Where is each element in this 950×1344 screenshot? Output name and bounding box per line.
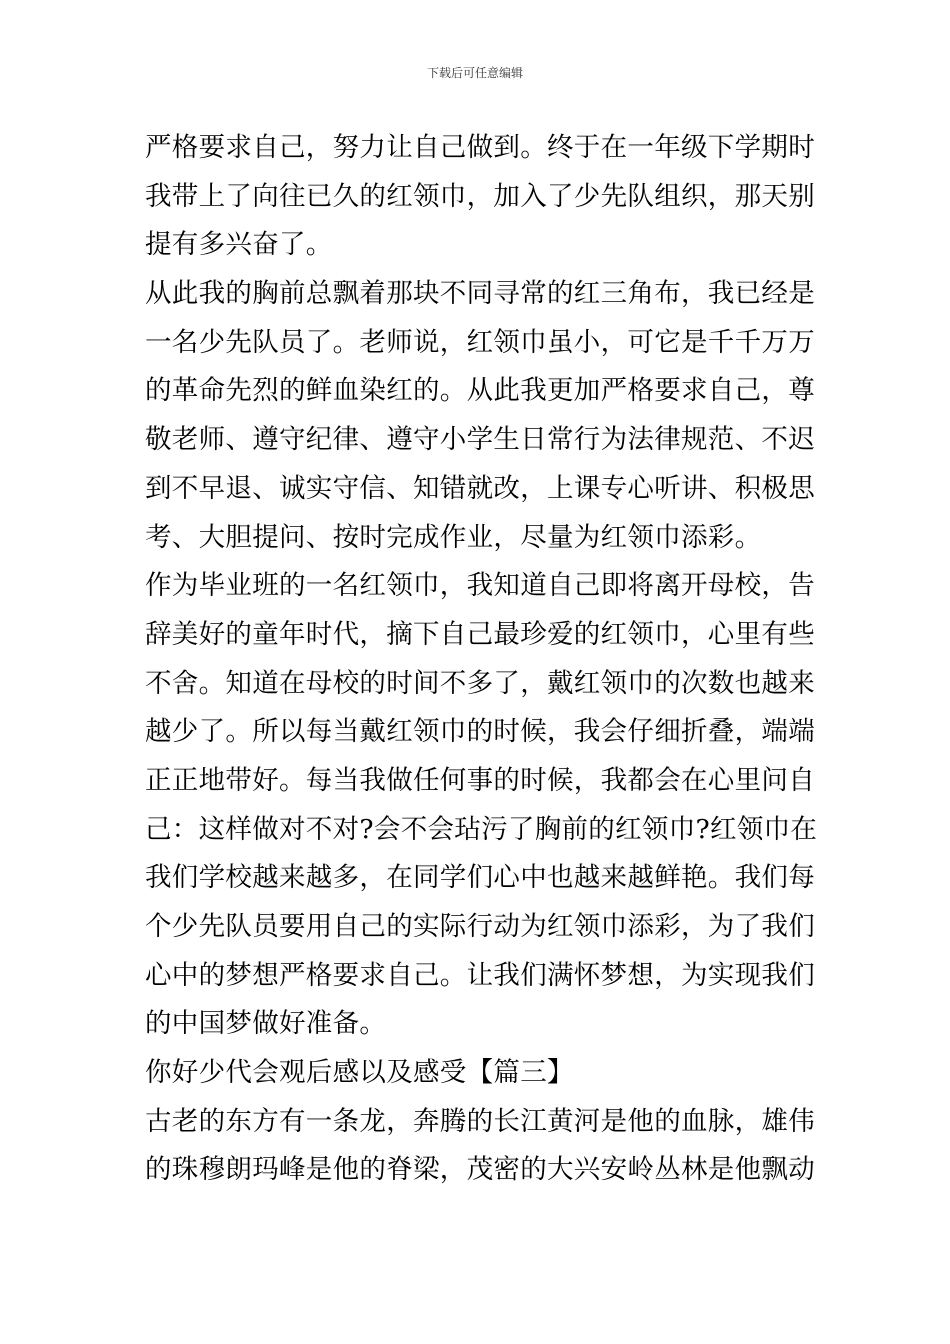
text-line: 从此我的胸前总飘着那块不同寻常的红三角布，我已经是 bbox=[145, 278, 815, 310]
text-line: 作为毕业班的一名红领巾，我知道自己即将离开母校，告 bbox=[145, 570, 815, 602]
document-body bbox=[145, 124, 818, 1195]
text-line: 的革命先烈的鲜血染红的。从此我更加严格要求自己，尊 bbox=[145, 375, 815, 407]
text-line: 个少先队员要用自己的实际行动为红领巾添彩，为了我们 bbox=[145, 911, 815, 942]
text-line: 己：这样做对不对?会不会玷污了胸前的红领巾?红领巾在 bbox=[145, 813, 818, 845]
text-line: 的中国梦做好准备。 bbox=[145, 1008, 387, 1040]
text-line: 不舍。知道在母校的时间不多了，戴红领巾的次数也越来 bbox=[145, 667, 815, 699]
text-line: 越少了。所以每当戴红领巾的时候，我会仔细折叠，端端 bbox=[145, 716, 815, 748]
text-line: 到不早退、诚实守信、知错就改，上课专心听讲、积极思 bbox=[145, 472, 815, 504]
page-header-note: 下载后可任意编辑 bbox=[426, 66, 523, 80]
text-line: 一名少先队员了。老师说，红领巾虽小，可它是千千万万 bbox=[145, 326, 815, 358]
text-line: 正正地带好。每当我做任何事的时候，我都会在心里问自 bbox=[145, 764, 815, 796]
text-line: 的珠穆朗玛峰是他的脊梁，茂密的大兴安岭丛林是他飘动 bbox=[145, 1154, 815, 1186]
text-line: 提有多兴奋了。 bbox=[145, 229, 333, 261]
section-heading: 你好少代会观后感以及感受【篇三】 bbox=[145, 1057, 574, 1089]
text-line: 心中的梦想严格要求自己。让我们满怀梦想，为实现我们 bbox=[145, 959, 815, 991]
text-line: 严格要求自己，努力让自己做到。终于在一年级下学期时 bbox=[145, 132, 815, 163]
text-line: 敬老师、遵守纪律、遵守小学生日常行为法律规范、不迟 bbox=[145, 424, 815, 456]
text-line: 古老的东方有一条龙，奔腾的长江黄河是他的血脉，雄伟 bbox=[145, 1105, 815, 1137]
text-line: 我带上了向往已久的红领巾，加入了少先队组织，那天别 bbox=[145, 180, 815, 212]
text-line: 考、大胆提问、按时完成作业，尽量为红领巾添彩。 bbox=[145, 521, 762, 553]
text-line: 辞美好的童年时代，摘下自己最珍爱的红领巾，心里有些 bbox=[145, 618, 815, 650]
text-line: 我们学校越来越多，在同学们心中也越来越鲜艳。我们每 bbox=[145, 862, 815, 894]
